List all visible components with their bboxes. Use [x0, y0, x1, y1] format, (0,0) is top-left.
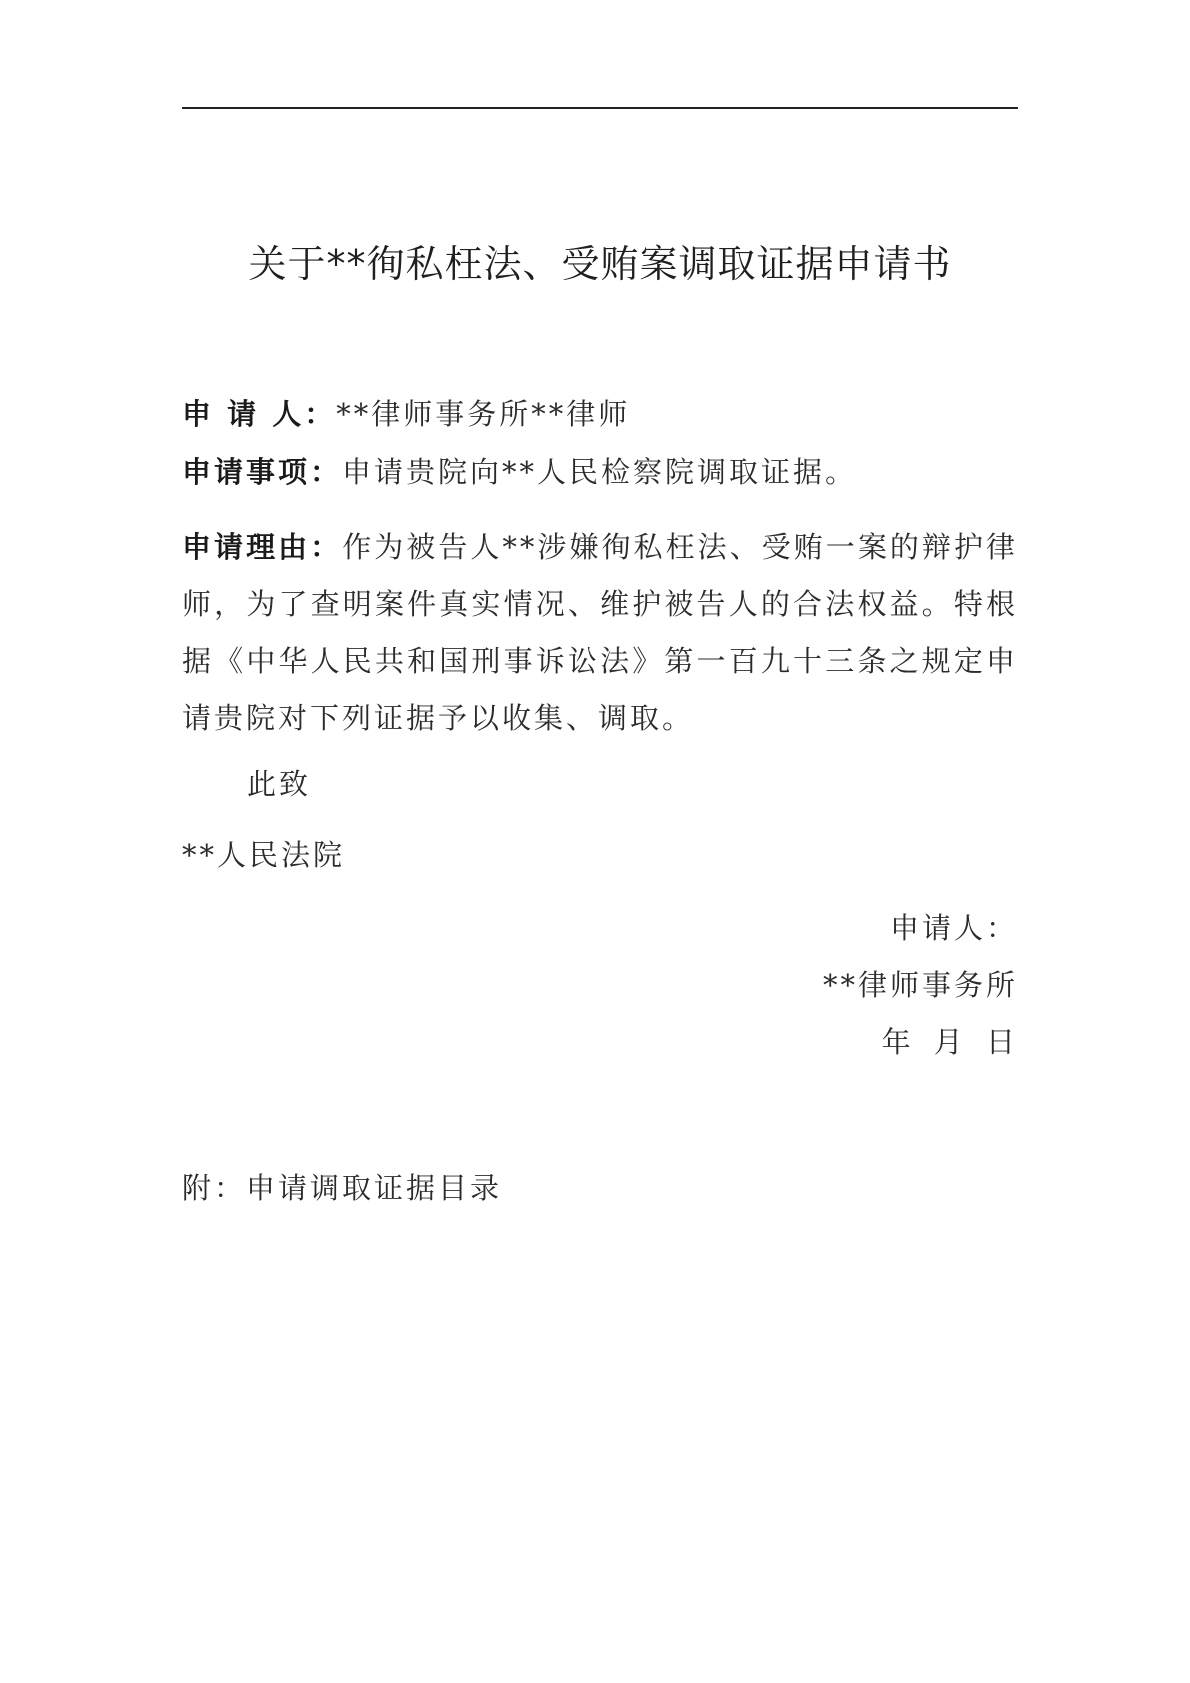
matter-value: 申请贵院向**人民检察院调取证据。 — [342, 455, 858, 489]
reason-value: 作为被告人**涉嫌徇私枉法、受贿一案的辩护律师，为了查明案件真实情况、维护被告人的合法权益。特根据《中华人民共和国刑事诉讼法》第一百九十三条之规定申请贵院对下列证据予以收集、调取。 — [182, 530, 1018, 735]
signature-firm: **律师事务所 — [822, 968, 1018, 1002]
reason-paragraph — [182, 519, 1018, 747]
matter-line — [182, 450, 1018, 494]
recipient-court: **人民法院 — [182, 838, 346, 872]
attachment-note: 附：申请调取证据目录 — [182, 1171, 503, 1205]
applicant-label: 申 请 人： — [182, 397, 337, 431]
applicant-line — [182, 392, 1018, 436]
closing-salutation: 此致 — [247, 767, 312, 801]
signature-applicant-label: 申请人： — [889, 911, 1018, 945]
applicant-value: **律师事务所**律师 — [336, 397, 631, 431]
matter-label: 申请事项： — [182, 455, 343, 489]
signature-date: 年 月 日 — [881, 1025, 1018, 1059]
reason-label: 申请理由： — [182, 530, 343, 564]
document-title: 关于**徇私枉法、受贿案调取证据申请书 — [248, 242, 952, 286]
header-rule — [182, 107, 1018, 109]
